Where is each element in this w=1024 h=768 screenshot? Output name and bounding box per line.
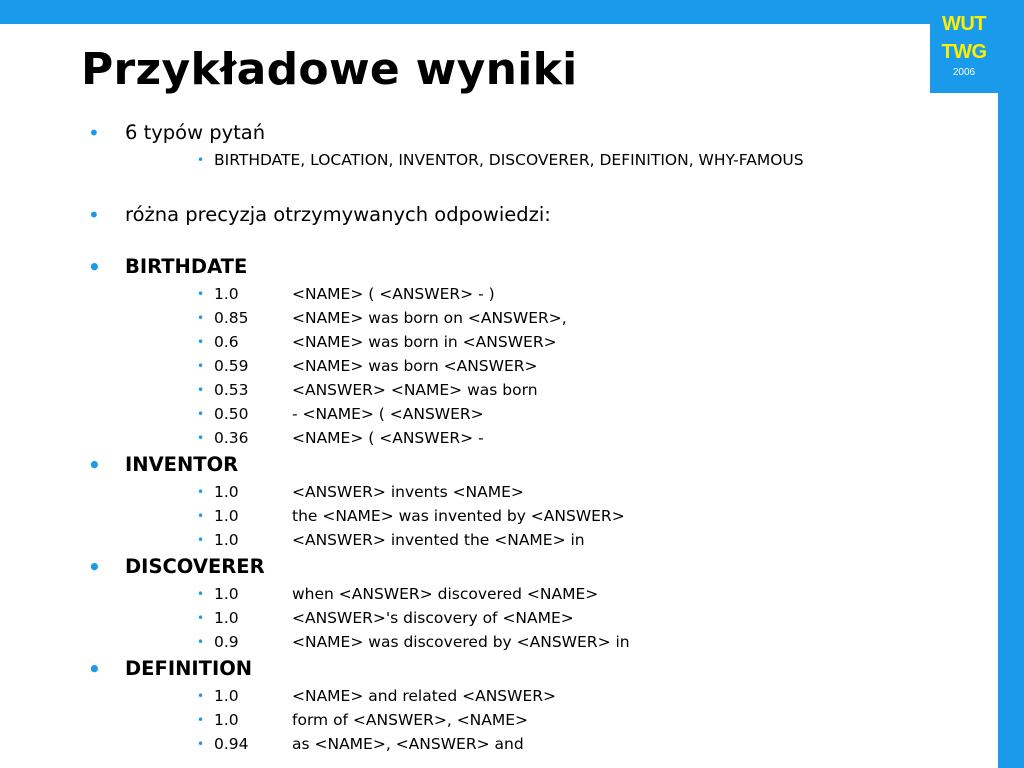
pattern-score: 0.9	[214, 633, 239, 651]
bullet-dot-icon: •	[88, 555, 101, 579]
bullet-dot-icon: •	[197, 359, 205, 373]
bullet-dot-icon: •	[197, 153, 205, 167]
bullet-text: 6 typów pytań	[125, 121, 266, 144]
pattern-score: 0.50	[214, 405, 249, 423]
pattern-row	[0, 582, 930, 606]
pattern-row	[0, 480, 930, 504]
pattern-score: 1.0	[214, 711, 239, 729]
section-label: BIRTHDATE	[125, 255, 248, 278]
pattern-text: when <ANSWER> discovered <NAME>	[292, 585, 599, 603]
pattern-text: <ANSWER> <NAME> was born	[292, 381, 538, 399]
pattern-score: 0.85	[214, 309, 249, 327]
pattern-text: <ANSWER> invents <NAME>	[292, 483, 524, 501]
pattern-text: <NAME> was born on <ANSWER>,	[292, 309, 567, 327]
bullet-dot-icon: •	[197, 407, 205, 421]
pattern-score: 1.0	[214, 483, 239, 501]
pattern-row	[0, 684, 930, 708]
spacer	[0, 172, 930, 200]
pattern-score: 0.6	[214, 333, 239, 351]
pattern-score: 1.0	[214, 507, 239, 525]
section-inventor	[0, 450, 930, 480]
bullet-dot-icon: •	[197, 287, 205, 301]
pattern-row	[0, 330, 930, 354]
pattern-text: the <NAME> was invented by <ANSWER>	[292, 507, 625, 525]
pattern-row	[0, 708, 930, 732]
logo-line-1: WUT	[941, 13, 987, 35]
bullet-dot-icon: •	[88, 657, 101, 681]
pattern-text: <NAME> was discovered by <ANSWER> in	[292, 633, 630, 651]
bullet-dot-icon: •	[197, 311, 205, 325]
pattern-score: 0.94	[214, 735, 249, 753]
bullet-dot-icon: •	[197, 485, 205, 499]
slide-title: Przykładowe wyniki	[81, 44, 578, 95]
bullet-text: różna precyzja otrzymywanych odpowiedzi:	[125, 203, 551, 226]
pattern-text: <ANSWER> invented the <NAME> in	[292, 531, 585, 549]
pattern-row	[0, 606, 930, 630]
logo-line-2: TWG	[941, 41, 987, 63]
bullet-dot-icon: •	[197, 737, 205, 751]
pattern-score: 1.0	[214, 531, 239, 549]
bullet-dot-icon: •	[88, 203, 100, 227]
pattern-row	[0, 402, 930, 426]
sub-bullet-text: BIRTHDATE, LOCATION, INVENTOR, DISCOVERER, DEFINITION, WHY-FAMOUS	[214, 151, 804, 169]
bullet-dot-icon: •	[88, 453, 101, 477]
bullet-dot-icon: •	[197, 713, 205, 727]
pattern-text: <NAME> was born <ANSWER>	[292, 357, 538, 375]
pattern-row	[0, 282, 930, 306]
spacer	[0, 230, 930, 252]
bullet-dot-icon: •	[197, 335, 205, 349]
bullet-question-types	[0, 118, 930, 148]
bullet-dot-icon: •	[197, 509, 205, 523]
pattern-text: <ANSWER>'s discovery of <NAME>	[292, 609, 574, 627]
logo-year: 2006	[952, 67, 976, 78]
bullet-dot-icon: •	[197, 587, 205, 601]
pattern-text: form of <ANSWER>, <NAME>	[292, 711, 529, 729]
section-definition	[0, 654, 930, 684]
pattern-score: 1.0	[214, 609, 239, 627]
pattern-sections	[0, 252, 930, 756]
wut-twg-logo	[930, 0, 998, 93]
sub-bullet-type-list	[0, 148, 930, 172]
bullet-dot-icon: •	[197, 611, 205, 625]
top-accent-bar	[0, 0, 1024, 24]
section-birthdate	[0, 252, 930, 282]
pattern-row	[0, 630, 930, 654]
pattern-row	[0, 426, 930, 450]
pattern-row	[0, 528, 930, 552]
section-label: INVENTOR	[125, 453, 239, 476]
pattern-score: 0.59	[214, 357, 249, 375]
bullet-precision	[0, 200, 930, 230]
pattern-score: 1.0	[214, 687, 239, 705]
pattern-score: 0.53	[214, 381, 249, 399]
bullet-dot-icon: •	[197, 533, 205, 547]
pattern-text: - <NAME> ( <ANSWER>	[292, 405, 484, 423]
bullet-dot-icon: •	[88, 121, 100, 145]
pattern-row	[0, 354, 930, 378]
section-label: DISCOVERER	[125, 555, 265, 578]
pattern-row	[0, 306, 930, 330]
pattern-score: 0.36	[214, 429, 249, 447]
right-accent-bar	[998, 0, 1024, 768]
bullet-dot-icon: •	[197, 431, 205, 445]
bullet-dot-icon: •	[197, 689, 205, 703]
pattern-text: <NAME> ( <ANSWER> -	[292, 429, 484, 447]
pattern-row	[0, 378, 930, 402]
pattern-text: <NAME> ( <ANSWER> - )	[292, 285, 495, 303]
bullet-dot-icon: •	[197, 383, 205, 397]
pattern-score: 1.0	[214, 285, 239, 303]
pattern-text: as <NAME>, <ANSWER> and	[292, 735, 524, 753]
section-label: DEFINITION	[125, 657, 253, 680]
bullet-dot-icon: •	[88, 255, 101, 279]
section-discoverer	[0, 552, 930, 582]
pattern-text: <NAME> was born in <ANSWER>	[292, 333, 557, 351]
pattern-row	[0, 732, 930, 756]
bullet-dot-icon: •	[197, 635, 205, 649]
slide-content	[0, 118, 930, 756]
pattern-text: <NAME> and related <ANSWER>	[292, 687, 557, 705]
pattern-score: 1.0	[214, 585, 239, 603]
pattern-row	[0, 504, 930, 528]
